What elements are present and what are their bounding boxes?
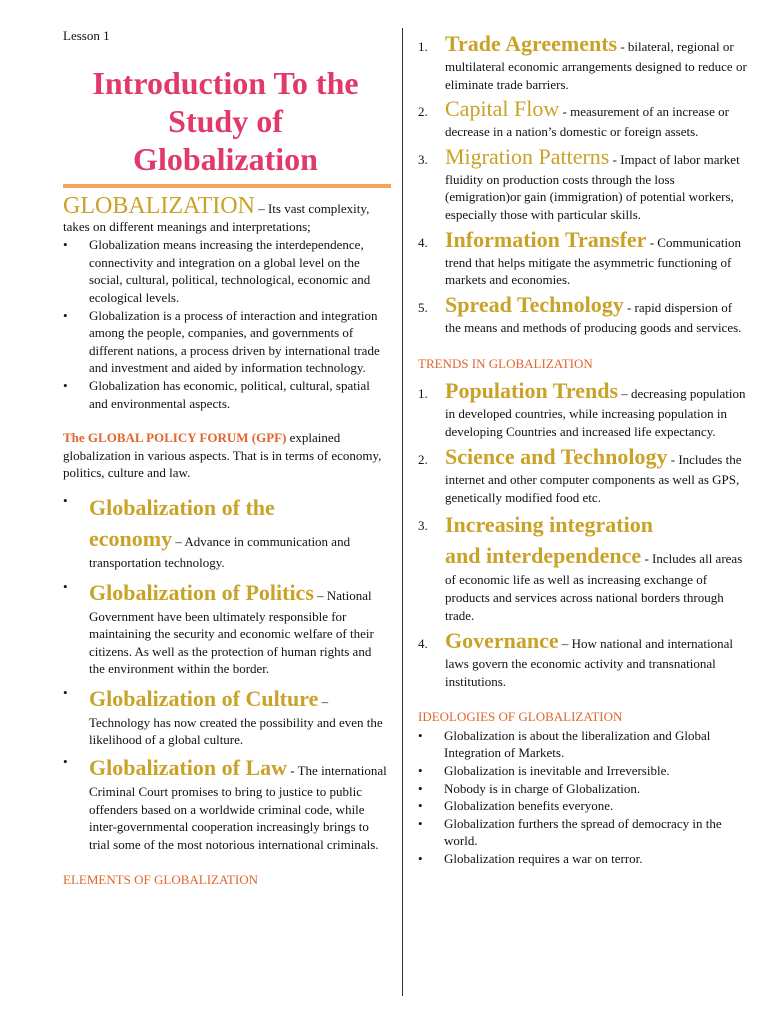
title-rule [63,184,391,188]
globalization-heading: GLOBALIZATION [63,193,255,219]
ideologies-list [418,727,748,868]
ideologies-heading: IDEOLOGIES OF GLOBALIZATION [418,709,623,725]
item-number: 5. [418,299,428,315]
aspect-economy [63,492,388,572]
aspect-title: Globalization of the [89,494,275,520]
trend-item [418,443,748,506]
right-column [418,30,748,868]
elements-heading: ELEMENTS OF GLOBALIZATION [63,872,258,888]
aspect-law [63,753,388,853]
element-text: - Communication trend that helps mitigate the asymmetric functioning of markets and economies. [445,234,742,288]
element-text: - bilateral, regional or multilateral economic arrangements designed to reduce or eliminate trade barriers. [445,39,747,92]
element-item [418,95,748,141]
aspect-title: economy [89,525,173,551]
title-line-3: Globalization [133,141,318,177]
list-item: • Globalization furthers the spread of democracy in the world. [418,815,748,850]
trend-text: – How national and international laws govern the economic activity and transnational institutions. [445,636,734,689]
intro-lead: – Its vast [254,201,306,216]
item-number: 3. [418,151,428,167]
element-item [418,226,748,289]
trends-list [418,377,748,690]
list-item: • Globalization is about the liberalization and Global Integration of Markets. [418,727,748,762]
element-title: Migration Patterns [445,143,610,169]
trend-title: and interdependence [445,543,642,569]
page-title [63,64,388,178]
list-item: • Globalization is a process of interaction and integration among the people, companies, and governments of different nations, a process driven by international trade and investment and aided by information technology. [63,307,388,377]
aspect-text: – Advance in communication and transportation technology. [89,533,351,570]
element-title: Information Transfer [445,226,647,252]
list-item: • Nobody is in charge of Globalization. [418,780,748,798]
item-number: 3. [418,518,428,534]
trend-text: – decreasing population in developed countries, while increasing population in developing Countries and increased life expectancy. [445,385,746,439]
list-item: • Globalization benefits everyone. [418,797,748,815]
item-number: 4. [418,636,428,652]
title-line-1: Introduction To the [92,65,359,101]
aspect-title: Globalization of Law [89,755,288,781]
list-item: • Globalization has economic, political, cultural, spatial and environmental aspects. [63,377,388,412]
element-item [418,291,748,337]
list-item: • Globalization requires a war on terror. [418,850,748,868]
list-item: • Globalization is inevitable and Irreversible. [418,762,748,780]
aspect-culture [63,684,388,749]
aspect-text: – National Government have been ultimately responsible for maintaining the security and economic welfare of their citizens. As well as the protection of human rights and the environment within the border. [89,587,374,677]
globalization-intro [63,193,388,235]
column-divider [402,28,403,996]
trend-title: Increasing integration [445,512,653,538]
aspect-text: - The international Criminal Court promises to bring to justice to public offenders based on a worldwide criminal code, while inter-governmental cooperation increasingly brings to trial some of the most notorious international criminals. [89,763,387,852]
gpf-label: The GLOBAL POLICY FORUM (GPF) [63,430,287,446]
element-text: - measurement of an increase or decrease in a nation’s domestic or foreign assets. [445,104,729,140]
item-number: 2. [418,104,428,120]
elements-list [418,30,748,336]
element-item [418,143,748,224]
gpf-paragraph [63,429,388,482]
globalization-section [63,193,388,889]
aspect-title: Globalization of Culture [89,685,319,711]
aspects-list [63,492,388,854]
aspect-politics [63,578,388,678]
element-text: - Impact of labor market fluidity on production costs through the loss (emigration)or gain (immigration) of potential workers, especially those with particular skills. [445,151,740,222]
trend-item [418,627,748,690]
element-item [418,30,748,93]
element-text: - rapid dispersion of the means and methods of producing goods and services. [445,299,742,335]
intro-rest: complexity, takes on different meanings and interpretations; [63,201,370,234]
item-number: 2. [418,452,428,468]
gpf-text: explained globalization in various aspects. That is in terms of economy, politics, culture and law. [63,430,382,481]
item-number: 1. [418,39,428,54]
trend-title: Science and Technology [445,444,668,470]
trend-text: - Includes all areas of economic life as well as increasing exchange of products and services across national borders through trade. [445,551,743,623]
lesson-label: Lesson 1 [63,28,110,43]
trend-title: Governance [445,628,559,654]
aspect-title: Globalization of Politics [89,579,314,605]
title-line-2: Study of [168,103,283,139]
item-number: 4. [418,234,428,250]
aspect-text: – Technology has now created the possibility and even the likelihood of a global culture. [89,693,383,748]
element-title: Capital Flow [445,96,560,122]
trends-heading: TRENDS IN GLOBALIZATION [418,356,593,372]
globalization-bullets [63,236,388,412]
element-title: Trade Agreements [445,31,618,56]
trend-title: Population Trends [445,377,619,403]
list-item: • Globalization means increasing the interdependence, connectivity and integration on a global level on the social, cultural, political, technological, economic and ecological levels. [63,236,388,306]
element-title: Spread Technology [445,291,624,317]
trend-item [418,509,748,624]
trend-text: - Includes the internet and other computer components as well as GPS, genetically modified food etc. [445,452,742,505]
item-number: 1. [418,385,428,401]
trend-item [418,377,748,440]
